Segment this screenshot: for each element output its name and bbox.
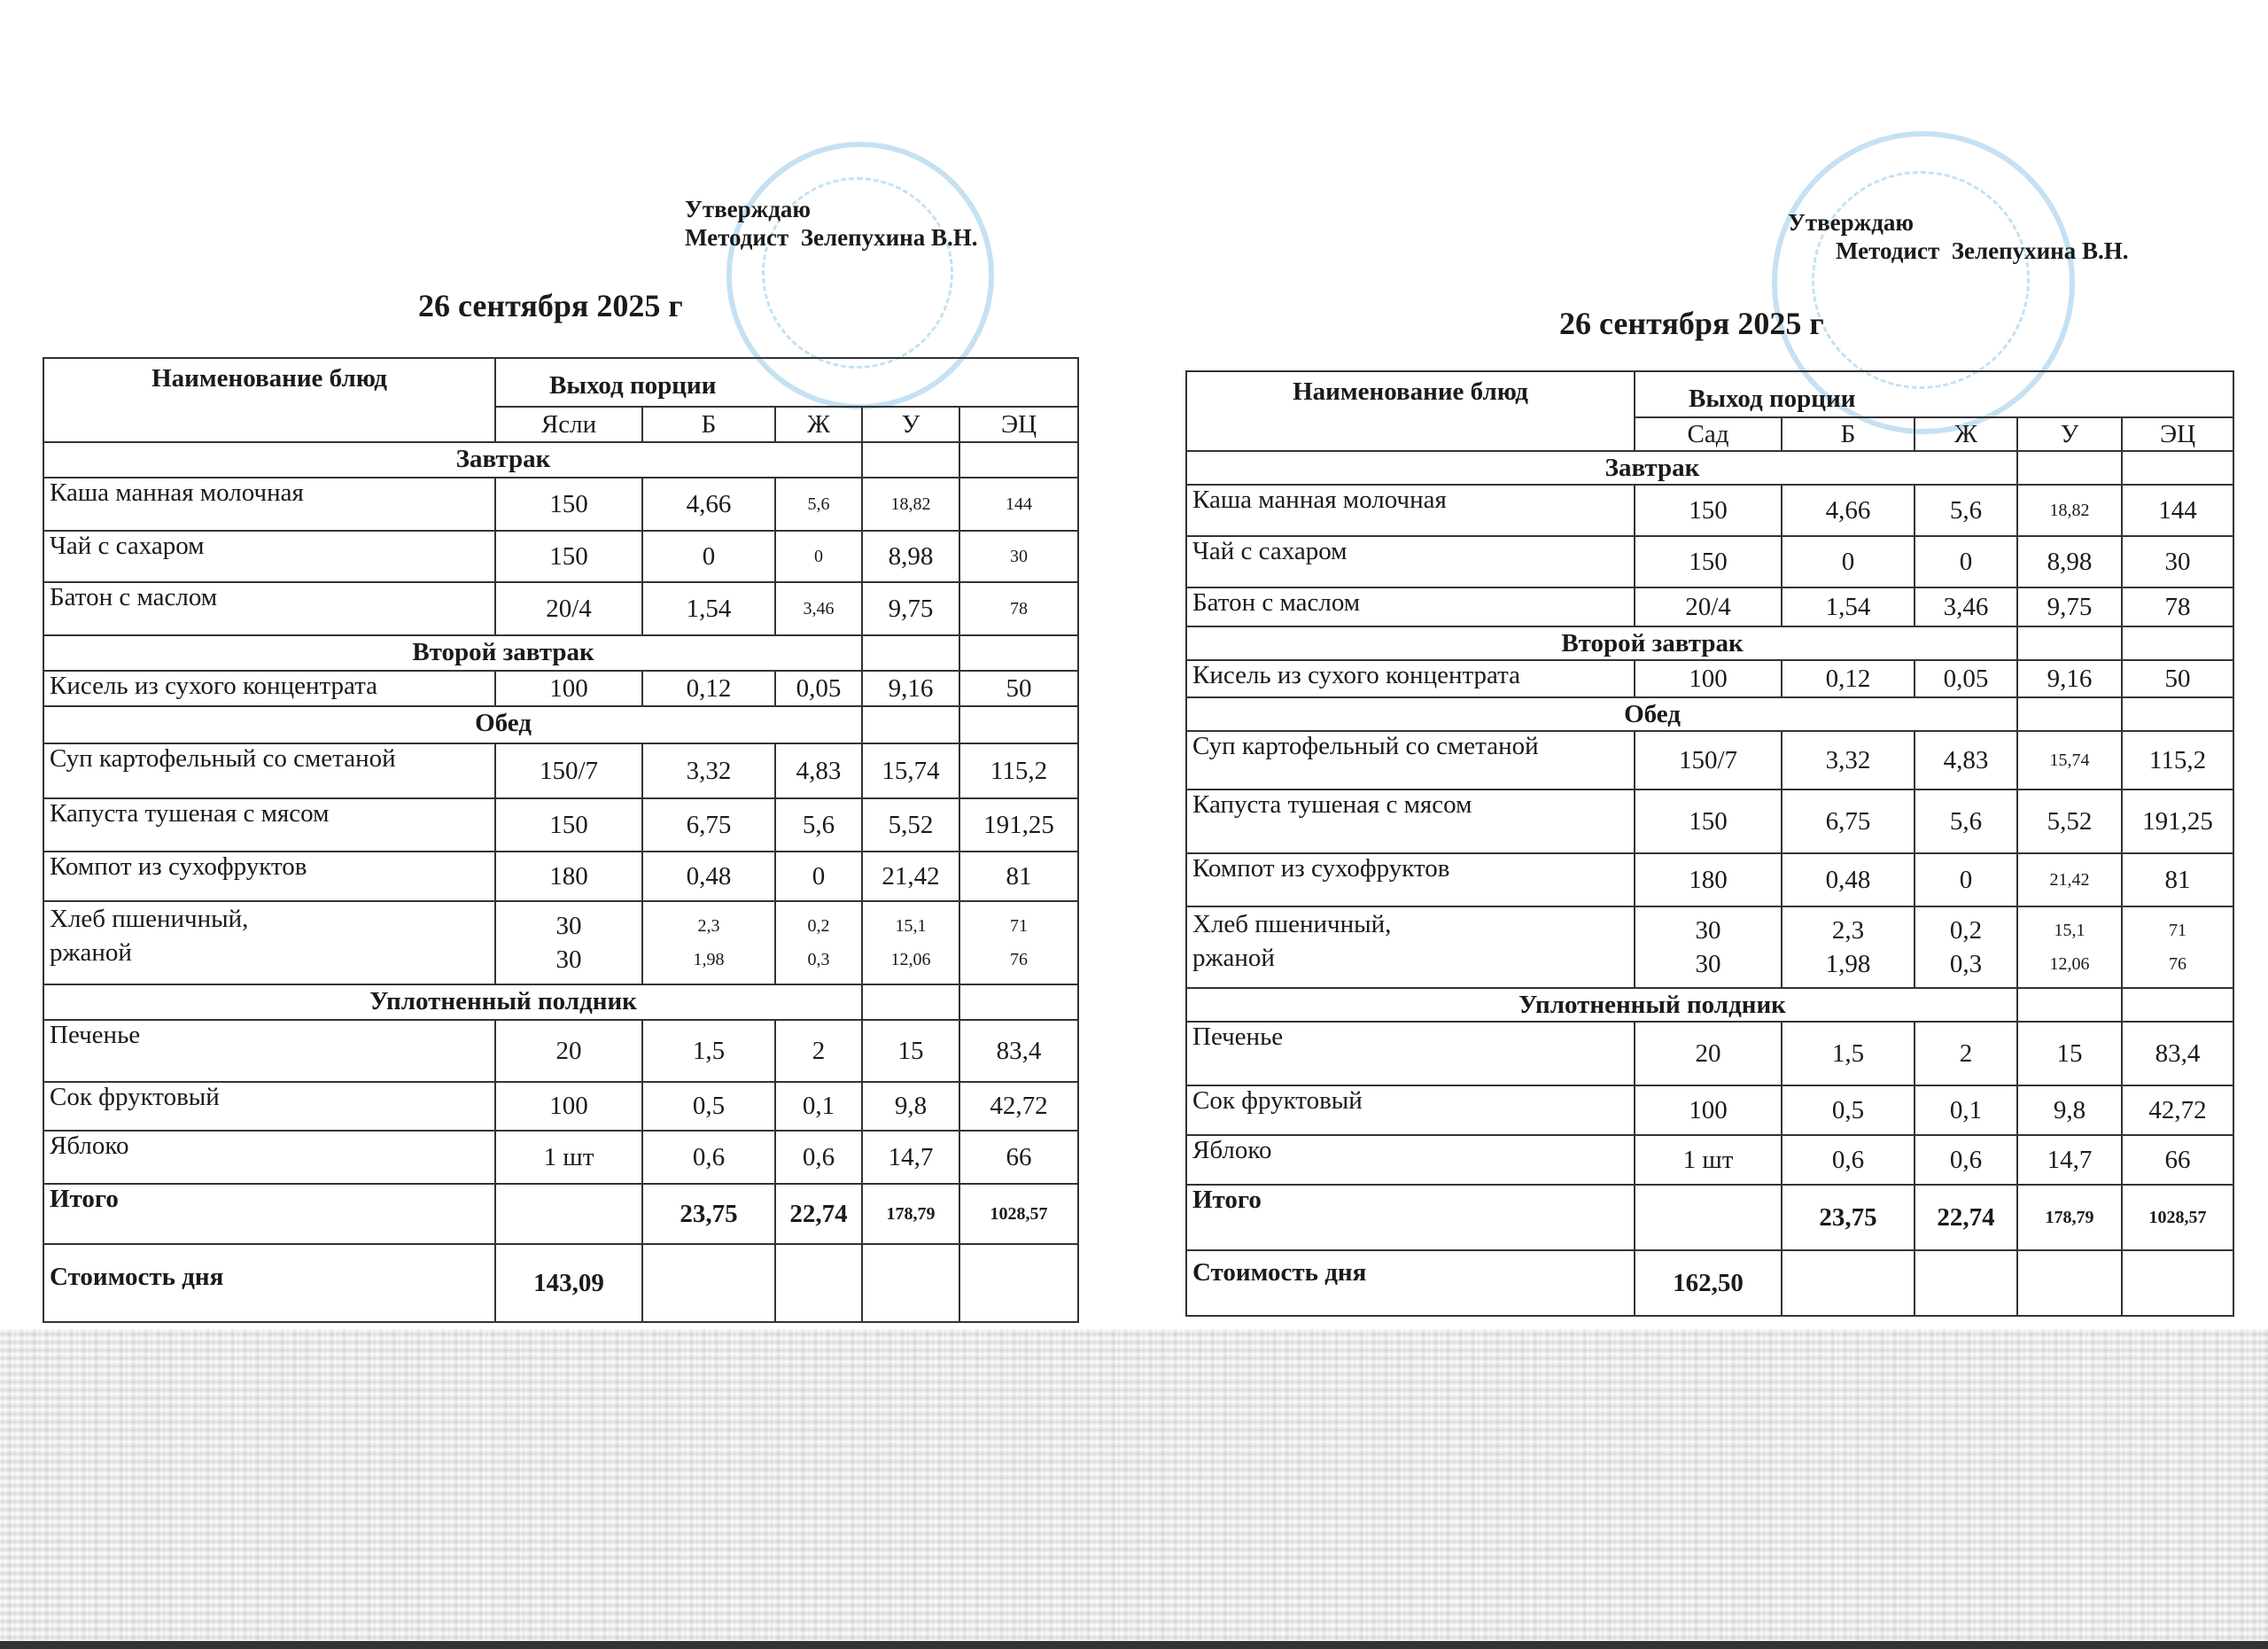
table-row: Сок фруктовый 100 0,5 0,1 9,8 42,72 [43, 1082, 1078, 1131]
table-row: Печенье 20 1,5 2 15 83,4 [43, 1020, 1078, 1082]
table-row: Компот из сухофруктов 180 0,48 0 21,42 81 [43, 852, 1078, 901]
table-row: Сок фруктовый 100 0,5 0,1 9,8 42,72 [1186, 1085, 2233, 1135]
table-row: Чай с сахаром 150 0 0 8,98 30 [43, 531, 1078, 582]
header-u: У [862, 407, 959, 442]
table-row: Капуста тушеная с мясом 150 6,75 5,6 5,52 191,25 [1186, 789, 2233, 853]
table-row: Компот из сухофруктов 180 0,48 0 21,42 81 [1186, 853, 2233, 906]
approval-right: Утверждаю Методист Зелепухина В.Н. [1788, 209, 2129, 264]
header-group: Ясли [495, 407, 642, 442]
table-row: Капуста тушеная с мясом 150 6,75 5,6 5,52 191,25 [43, 798, 1078, 852]
section-breakfast: Завтрак [43, 442, 862, 478]
table-row: Печенье 20 1,5 2 15 83,4 [1186, 1022, 2233, 1085]
stamp-right-inner [1812, 171, 2030, 389]
table-row: Хлеб пшеничный, ржаной 30 30 2,3 1,98 0,2 0,3 15,1 12,06 71 76 [1186, 906, 2233, 988]
header-u: У [2017, 417, 2122, 451]
header-name: Наименование блюд [1186, 371, 1635, 451]
table-row: Батон с маслом 20/4 1,54 3,46 9,75 78 [1186, 587, 2233, 626]
date-right: 26 сентября 2025 г [1559, 306, 1824, 341]
header-zh: Ж [775, 407, 862, 442]
header-ec: ЭЦ [959, 407, 1078, 442]
table-row: Хлеб пшеничный, ржаной 30 30 2,3 1,98 0,2 0,3 15,1 12,06 71 76 [43, 901, 1078, 984]
section-lunch: Обед [43, 706, 862, 743]
header-yield: Выход порции [495, 358, 1078, 407]
section-lunch: Обед [1186, 697, 2017, 731]
menu-table-right-body [1185, 370, 2234, 1317]
table-row: Батон с маслом 20/4 1,54 3,46 9,75 78 [43, 582, 1078, 635]
header-b: Б [642, 407, 775, 442]
approval-left: Утверждаю Методист Зелепухина В.Н. [685, 196, 978, 251]
header-group: Сад [1635, 417, 1782, 451]
total-row: Итого 23,75 22,74 178,79 1028,57 [1186, 1185, 2233, 1250]
section-second-breakfast: Второй завтрак [43, 635, 862, 671]
section-snack: Уплотненный полдник [43, 984, 862, 1020]
scan-noise-overlay [0, 1329, 2268, 1649]
table-row: Чай с сахаром 150 0 0 8,98 30 [1186, 536, 2233, 587]
section-breakfast: Завтрак [1186, 451, 2017, 485]
scan-edge [0, 1641, 2268, 1649]
cost-row: Стоимость дня 143,09 [43, 1244, 1078, 1322]
total-row: Итого 23,75 22,74 178,79 1028,57 [43, 1184, 1078, 1244]
header-b: Б [1782, 417, 1915, 451]
section-second-breakfast: Второй завтрак [1186, 626, 2017, 660]
header-yield: Выход порции [1635, 371, 2233, 417]
menu-table-left [43, 357, 1079, 1323]
header-zh: Ж [1915, 417, 2017, 451]
table-row: Кисель из сухого концентрата 100 0,12 0,05 9,16 50 [43, 671, 1078, 706]
table-row: Суп картофельный со сметаной 150/7 3,32 4,83 15,74 115,2 [1186, 731, 2233, 789]
table-row: Кисель из сухого концентрата 100 0,12 0,05 9,16 50 [1186, 660, 2233, 697]
table-row: Каша манная молочная 150 4,66 5,6 18,82 144 [43, 478, 1078, 531]
cost-row: Стоимость дня 162,50 [1186, 1250, 2233, 1316]
section-snack: Уплотненный полдник [1186, 988, 2017, 1022]
table-row: Суп картофельный со сметаной 150/7 3,32 4,83 15,74 115,2 [43, 743, 1078, 798]
table-row: Каша манная молочная 150 4,66 5,6 18,82 144 [1186, 485, 2233, 536]
header-ec: ЭЦ [2122, 417, 2233, 451]
table-row: Яблоко 1 шт 0,6 0,6 14,7 66 [1186, 1135, 2233, 1185]
table-row: Яблоко 1 шт 0,6 0,6 14,7 66 [43, 1131, 1078, 1184]
date-left: 26 сентября 2025 г [418, 288, 683, 323]
header-name: Наименование блюд [43, 358, 495, 442]
